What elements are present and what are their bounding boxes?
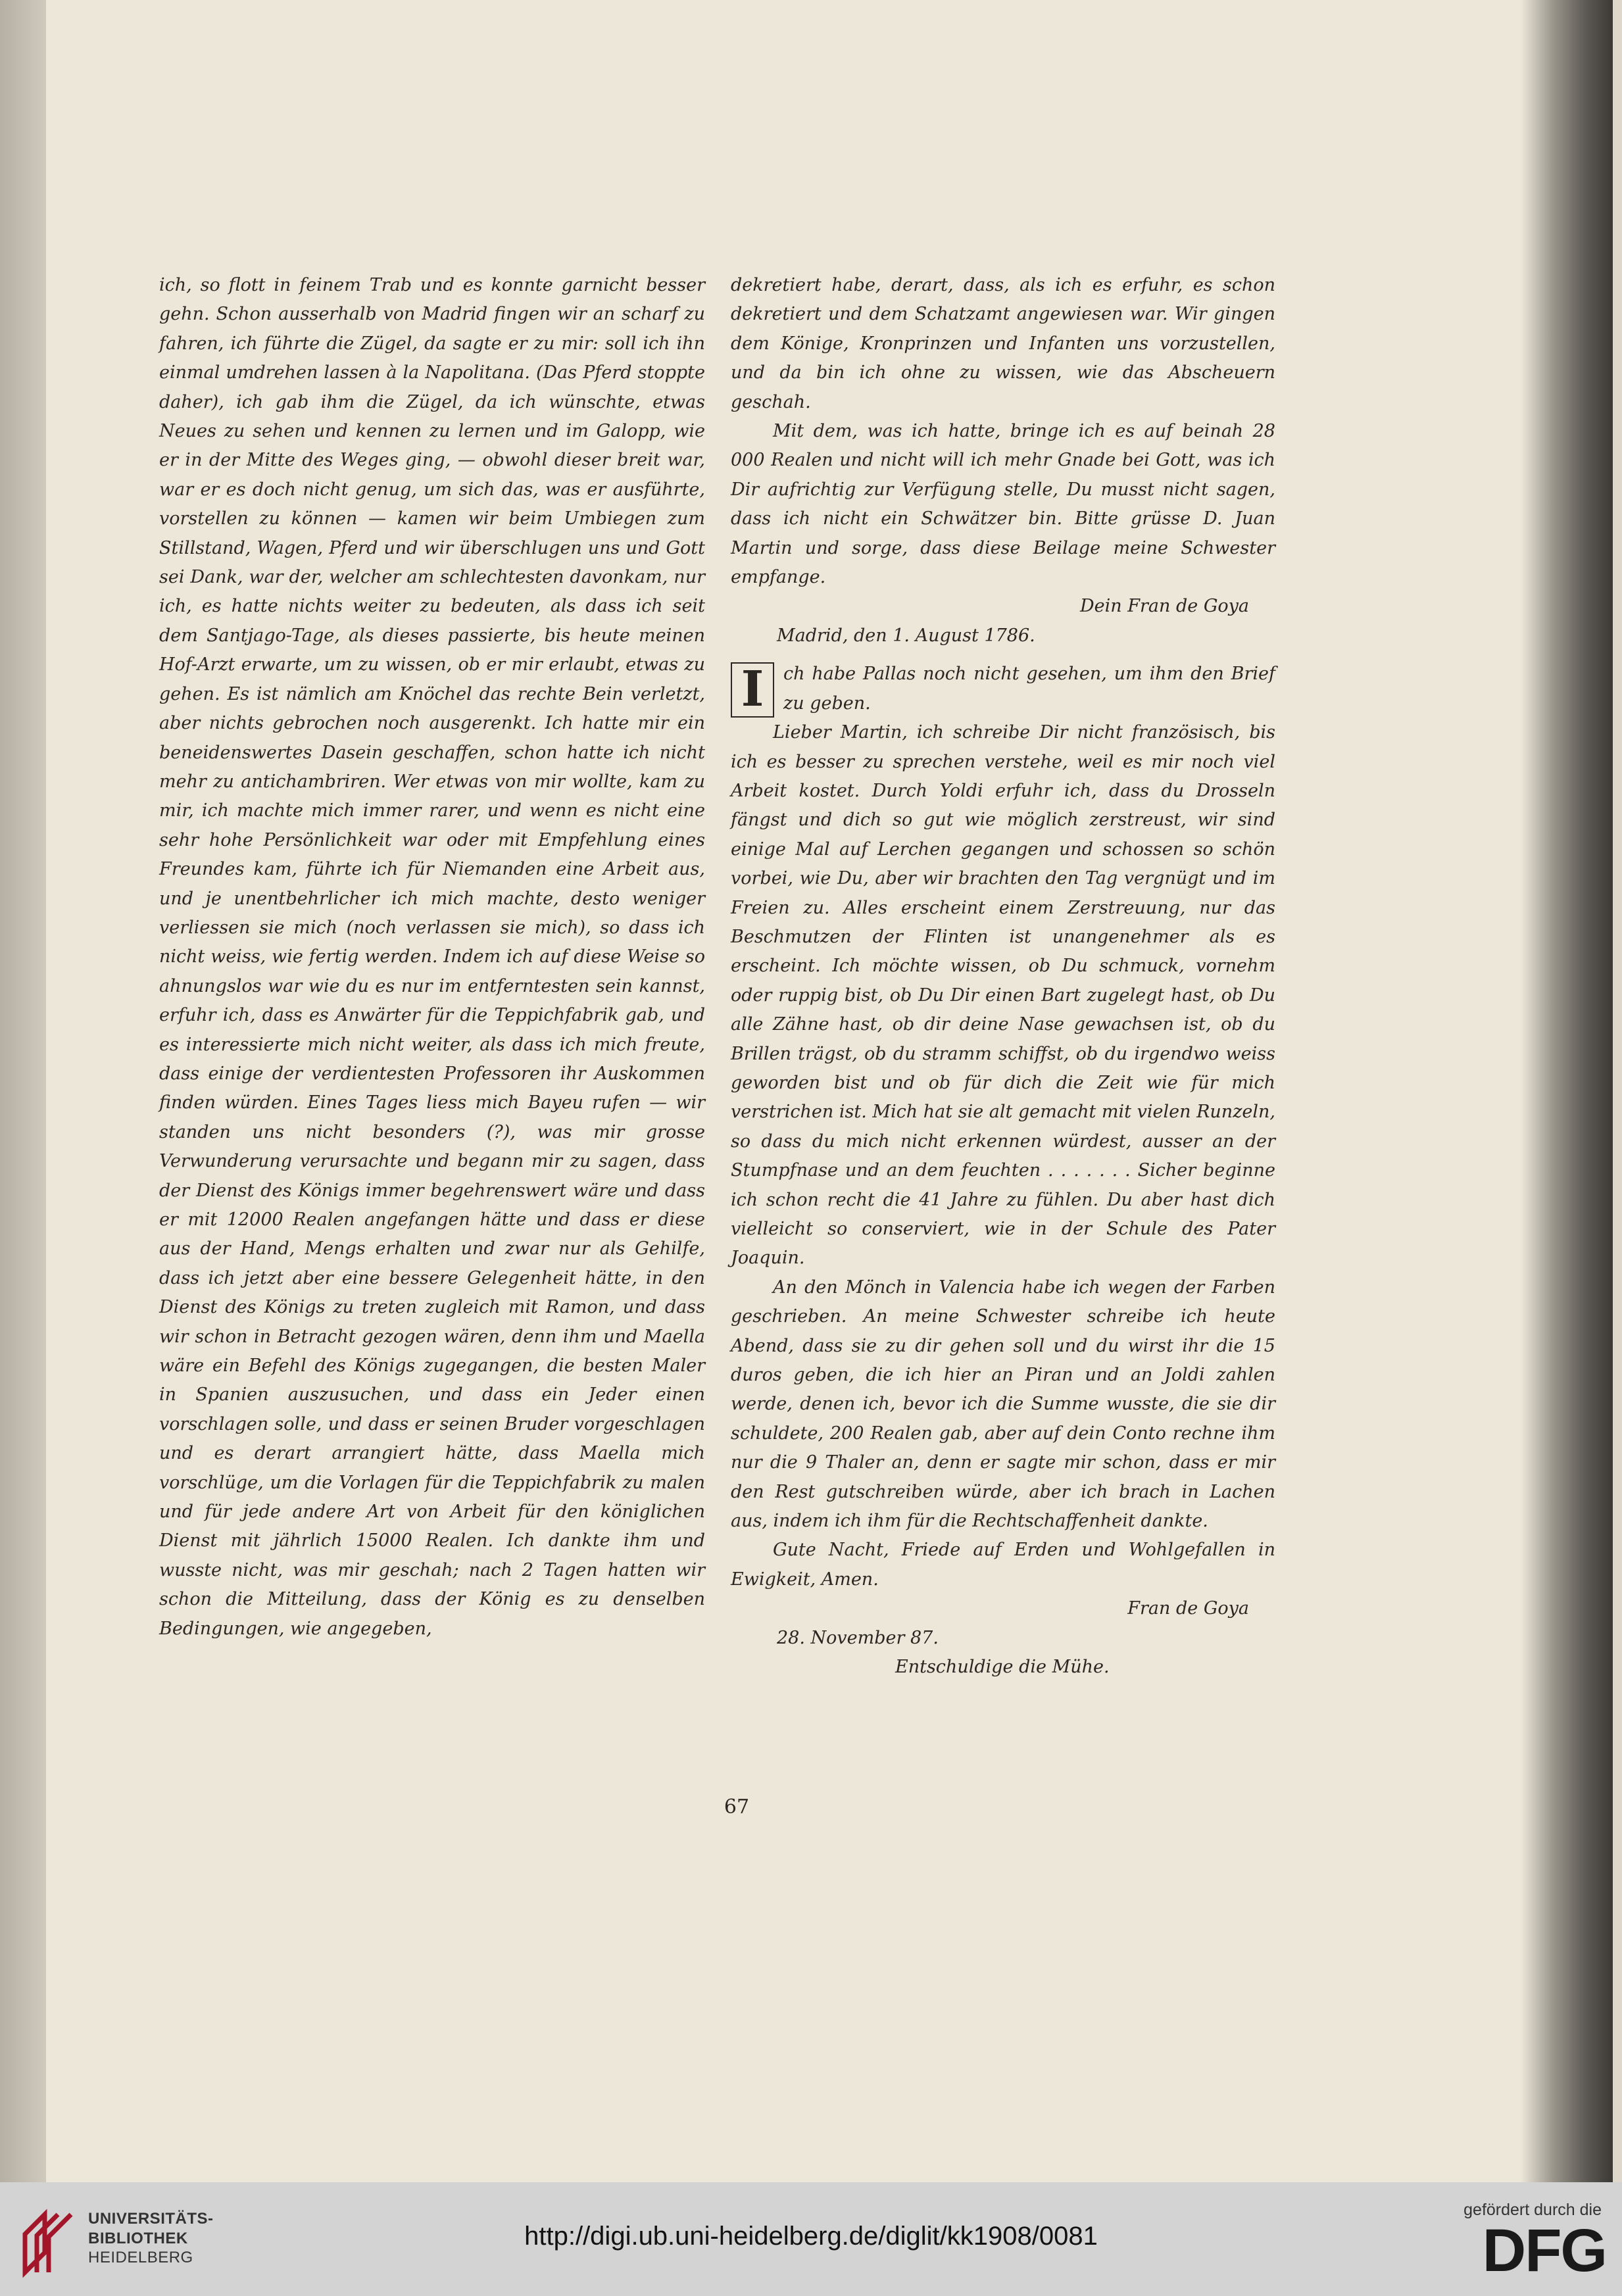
paragraph: ch habe Pallas noch nicht gesehen, um ihm den Brief zu geben. <box>783 664 1275 714</box>
paragraph: An den Mönch in Valencia habe ich wegen der Farben geschrieben. An meine Schwester schreibe ich heute Abend, dass sie zu dir gehen soll und du wirst ihr die 15 duros geben, die ich hier an Piran und an Joldi zahlen werde, denen ich, bevor ich die Summe wusste, die sie dir schuldete, 200 Realen gab, aber auf dein Conto rechne ihm nur die 9 Thaler an, denn er sagte mir schon, dass er mir den Rest gutschreiben würde, aber ich brach in Lachen aus, indem ich ihm für die Rechtschaffenheit dankte. <box>731 1277 1275 1532</box>
paragraph: dekretiert habe, derart, dass, als ich es erfuhr, es schon dekretiert und dem Schatzamt angewiesen war. Wir gingen dem Könige, Kronprinzen und Infanten uns vorzustellen, und da bin ich ohne zu wissen, wie das Abscheuern geschah. <box>731 275 1275 412</box>
dfg-logo[interactable]: DFG <box>1482 2217 1606 2284</box>
signature-line: Dein Fran de Goya <box>1080 596 1249 617</box>
library-name-line: HEIDELBERG <box>88 2249 193 2266</box>
book-binding-edge <box>1521 0 1613 2182</box>
permalink-url[interactable]: http://digi.ub.uni-heidelberg.de/diglit/kk1908/0081 <box>524 2222 1098 2251</box>
text-column-right <box>731 271 1275 1682</box>
date-line: 28. November 87. <box>777 1627 939 1648</box>
decorated-initial: I <box>731 662 774 718</box>
funded-by-label: gefördert durch die <box>1463 2201 1602 2219</box>
text-column-left <box>159 271 705 1644</box>
letter-opening <box>731 660 1275 1273</box>
date-line: Madrid, den 1. August 1786. <box>777 625 1035 646</box>
library-name-line: UNIVERSITÄTS- <box>88 2210 214 2228</box>
paragraph: Lieber Martin, ich schreibe Dir nicht französisch, bis ich es besser zu sprechen verstehe, weil es mir noch viel Arbeit kostet. Durch Yoldi erfuhr ich, dass du Drosseln fängst und dich so gut wie möglich zerstreust, wir sind einige Mal auf Lerchen gegangen und schossen so schön vorbei, wie Du, aber wir brachten den Tag vergnügt und im Freien zu. Alles erscheint einem Zerstreuung, nur das Beschmutzen der Flinten ist unangenehmer als es erscheint. Ich möchte wissen, ob Du schmuck, vornehm oder ruppig bist, ob Du Dir einen Bart zugelegt hast, ob Du alle Zähne hast, ob dir deine Nase gewachsen ist, ob du Brillen trägst, ob du stramm schiffst, ob du irgendwo weiss geworden bist und ob für dich die Zeit wie für mich verstrichen ist. Mich hat sie alt gemacht mit vielen Runzeln, so dass du mich nicht erkennen würdest, ausser an der Stumpfnase und an dem feuchten . . . . . . . Sicher beginne ich schon recht die 41 Jahre zu fühlen. Du aber hast dich vielleicht so conserviert, wie in der Schule des Pater Joaquin. <box>731 722 1275 1269</box>
paragraph: Gute Nacht, Friede auf Erden und Wohlgefallen in Ewigkeit, Amen. <box>731 1540 1275 1590</box>
paragraph: ich, so flott in feinem Trab und es konnte garnicht besser gehn. Schon ausserhalb von Madrid fingen wir an scharf zu fahren, ich führte die Zügel, da sagte er zu mir: soll ich ihn einmal umdrehen lassen à la Napolitana. (Das Pferd stoppte daher), ich gab ihm die Zügel, da ich wünschte, etwas Neues zu sehen und kennen zu lernen und im Galopp, wie er in der Mitte des Weges ging, — obwohl dieser breit war, war er es doch nicht genug, um sich das, was er ausführte, vorstellen zu können — kamen wir beim Umbiegen zum Stillstand, Wagen, Pferd und wir überschlugen uns und Gott sei Dank, war der, welcher am schlechtesten davonkam, nur ich, es hatte nichts weiter zu bedeuten, als dass ich seit dem Santjago-Tage, als dieses passierte, bis heute meinen Hof-Arzt erwarte, um zu wissen, ob er mir erlaubt, etwas zu gehen. Es ist nämlich am Knöchel das rechte Bein verletzt, aber nichts gebrochen noch ausgerenkt. Ich hatte mir ein beneidenswertes Dasein geschaffen, schon hatte ich nicht mehr zu antichambriren. Wer etwas von mir wollte, kam zu mir, ich machte mich immer rarer, und wenn es nicht eine sehr hohe Persönlichkeit war oder mit Empfehlung eines Freundes kam, führte ich für Niemanden eine Arbeit aus, und je unentbehrlicher ich mich machte, desto weniger verliessen sie mich (noch verlassen sie mich), so dass ich nicht weiss, wie fertig werden. Indem ich auf diese Weise so ahnungslos war wie du es nur im entferntesten sein kannst, erfuhr ich, dass es Anwärter für die Teppichfabrik gab, und es interessierte mich nicht weiter, als dass ich mich freute, dass einige der verdientesten Professoren ihr Auskommen finden würden. Eines Tages liess mich Bayeu rufen — wir standen uns nicht besonders (?), was mir grosse Verwunderung verursachte und begann mir zu sagen, dass der Dienst des Königs immer begehrenswert wäre und dass er mit 12000 Realen angefangen hätte und dass er diese aus der Hand, Mengs erhalten und zwar nur als Gehilfe, dass ich jetzt aber eine bessere Gelegenheit hätte, in den Dienst des Königs zu treten zugleich mit Ramon, und dass wir schon in Betracht gezogen wären, denn ihm und Maella wäre ein Befehl des Königs zugegangen, die besten Maler in Spanien auszusuchen, und dass ein Jeder einen vorschlagen solle, und dass er seinen Bruder vorgeschlagen und es derart arrangiert hätte, dass Maella mich vorschlüge, um die Vorlagen für die Teppichfabrik zu malen und für jede andere Art von Arbeit für den königlichen Dienst mit jährlich 15000 Realen. Ich dankte ihm und wusste nicht, was mir geschah; nach 2 Tagen hatten wir schon die Mitteilung, dass der König es zu denselben Bedingungen, wie angegeben, <box>159 275 705 1639</box>
library-name-line: BIBLIOTHEK <box>88 2230 188 2247</box>
paragraph: Mit dem, was ich hatte, bringe ich es auf beinah 28 000 Realen und nicht will ich mehr Gnade bei Gott, was ich Dir aufrichtig zur Verfügung stelle, Du musst nicht sagen, dass ich nicht ein Schwätzer bin. Bitte grüsse D. Juan Martin und sorge, dass diese Beilage meine Schwester empfange. <box>731 421 1275 588</box>
page-number: 67 <box>724 1795 750 1819</box>
postscript-line: Entschuldige die Mühe. <box>895 1657 1110 1678</box>
signature-line: Fran de Goya <box>1127 1598 1249 1619</box>
